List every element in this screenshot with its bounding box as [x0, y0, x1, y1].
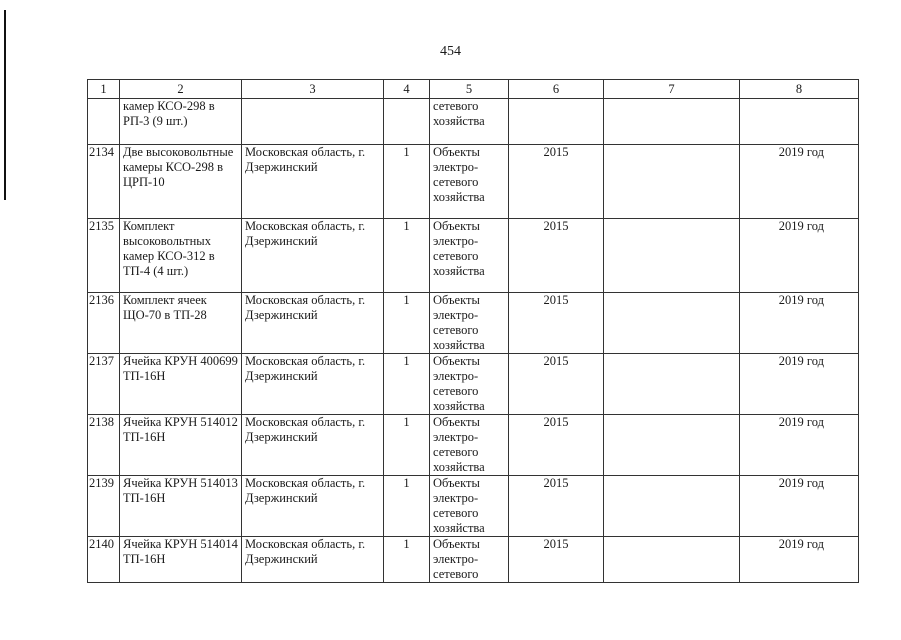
object-col7	[604, 476, 740, 537]
object-year: 2015	[509, 145, 604, 219]
object-term	[740, 99, 859, 145]
object-year: 2015	[509, 293, 604, 354]
object-year: 2015	[509, 354, 604, 415]
object-location	[242, 99, 384, 145]
row-number: 2137	[88, 354, 120, 415]
object-col7	[604, 99, 740, 145]
object-term: 2019 год	[740, 145, 859, 219]
object-term: 2019 год	[740, 219, 859, 293]
object-year: 2015	[509, 476, 604, 537]
object-col7	[604, 145, 740, 219]
row-number: 2134	[88, 145, 120, 219]
page-number: 454	[440, 44, 461, 59]
object-category: Объекты электро-сетевого хозяйства	[430, 219, 509, 293]
object-category: Объекты электро-сетевого хозяйства	[430, 293, 509, 354]
object-name: Комплект высоковольтных камер КСО-312 в ТП-4 (4 шт.)	[120, 219, 242, 293]
object-quantity: 1	[384, 354, 430, 415]
object-quantity	[384, 99, 430, 145]
object-col7	[604, 219, 740, 293]
header-col-4: 4	[384, 80, 430, 99]
header-col-6: 6	[509, 80, 604, 99]
object-quantity: 1	[384, 476, 430, 537]
object-name: Две высоковольтные камеры КСО-298 в ЦРП-10	[120, 145, 242, 219]
object-name: Ячейка КРУН 514012 ТП-16Н	[120, 415, 242, 476]
table-row	[88, 415, 859, 476]
table-row	[88, 293, 859, 354]
object-name: Ячейка КРУН 400699 ТП-16Н	[120, 354, 242, 415]
object-col7	[604, 293, 740, 354]
object-term: 2019 год	[740, 354, 859, 415]
binding-mark	[4, 10, 6, 200]
object-year	[509, 99, 604, 145]
object-category: Объекты электро-сетевого хозяйства	[430, 415, 509, 476]
object-term: 2019 год	[740, 476, 859, 537]
object-quantity: 1	[384, 537, 430, 583]
table-row	[88, 145, 859, 219]
object-category: Объекты электро-сетевого хозяйства	[430, 145, 509, 219]
header-col-3: 3	[242, 80, 384, 99]
object-category: сетевого хозяйства	[430, 99, 509, 145]
table-row	[88, 354, 859, 415]
table-row	[88, 537, 859, 583]
row-number: 2140	[88, 537, 120, 583]
object-term: 2019 год	[740, 293, 859, 354]
row-number: 2139	[88, 476, 120, 537]
object-term: 2019 год	[740, 537, 859, 583]
header-col-7: 7	[604, 80, 740, 99]
object-quantity: 1	[384, 145, 430, 219]
object-category: Объекты электро-сетевого хозяйства	[430, 354, 509, 415]
object-name: Комплект ячеек ЩО-70 в ТП-28	[120, 293, 242, 354]
object-name: Ячейка КРУН 514014 ТП-16Н	[120, 537, 242, 583]
object-location: Московская область, г. Дзержинский	[242, 476, 384, 537]
object-col7	[604, 537, 740, 583]
object-term: 2019 год	[740, 415, 859, 476]
object-category: Объекты электро-сетевого	[430, 537, 509, 583]
object-col7	[604, 415, 740, 476]
row-number: 2135	[88, 219, 120, 293]
object-location: Московская область, г. Дзержинский	[242, 219, 384, 293]
object-col7	[604, 354, 740, 415]
object-name: камер КСО-298 в РП-3 (9 шт.)	[120, 99, 242, 145]
object-year: 2015	[509, 537, 604, 583]
table-row	[88, 219, 859, 293]
object-quantity: 1	[384, 219, 430, 293]
object-year: 2015	[509, 219, 604, 293]
object-location: Московская область, г. Дзержинский	[242, 537, 384, 583]
object-name: Ячейка КРУН 514013 ТП-16Н	[120, 476, 242, 537]
header-row	[88, 80, 859, 99]
object-location: Московская область, г. Дзержинский	[242, 415, 384, 476]
object-location: Московская область, г. Дзержинский	[242, 145, 384, 219]
object-location: Московская область, г. Дзержинский	[242, 354, 384, 415]
object-quantity: 1	[384, 415, 430, 476]
header-col-2: 2	[120, 80, 242, 99]
row-number: 2136	[88, 293, 120, 354]
header-col-1: 1	[88, 80, 120, 99]
registry-table	[87, 79, 859, 583]
object-category: Объекты электро-сетевого хозяйства	[430, 476, 509, 537]
object-quantity: 1	[384, 293, 430, 354]
table-row	[88, 476, 859, 537]
object-year: 2015	[509, 415, 604, 476]
row-number: 2138	[88, 415, 120, 476]
row-number	[88, 99, 120, 145]
object-location: Московская область, г. Дзержинский	[242, 293, 384, 354]
header-col-5: 5	[430, 80, 509, 99]
table-row	[88, 99, 859, 145]
header-col-8: 8	[740, 80, 859, 99]
